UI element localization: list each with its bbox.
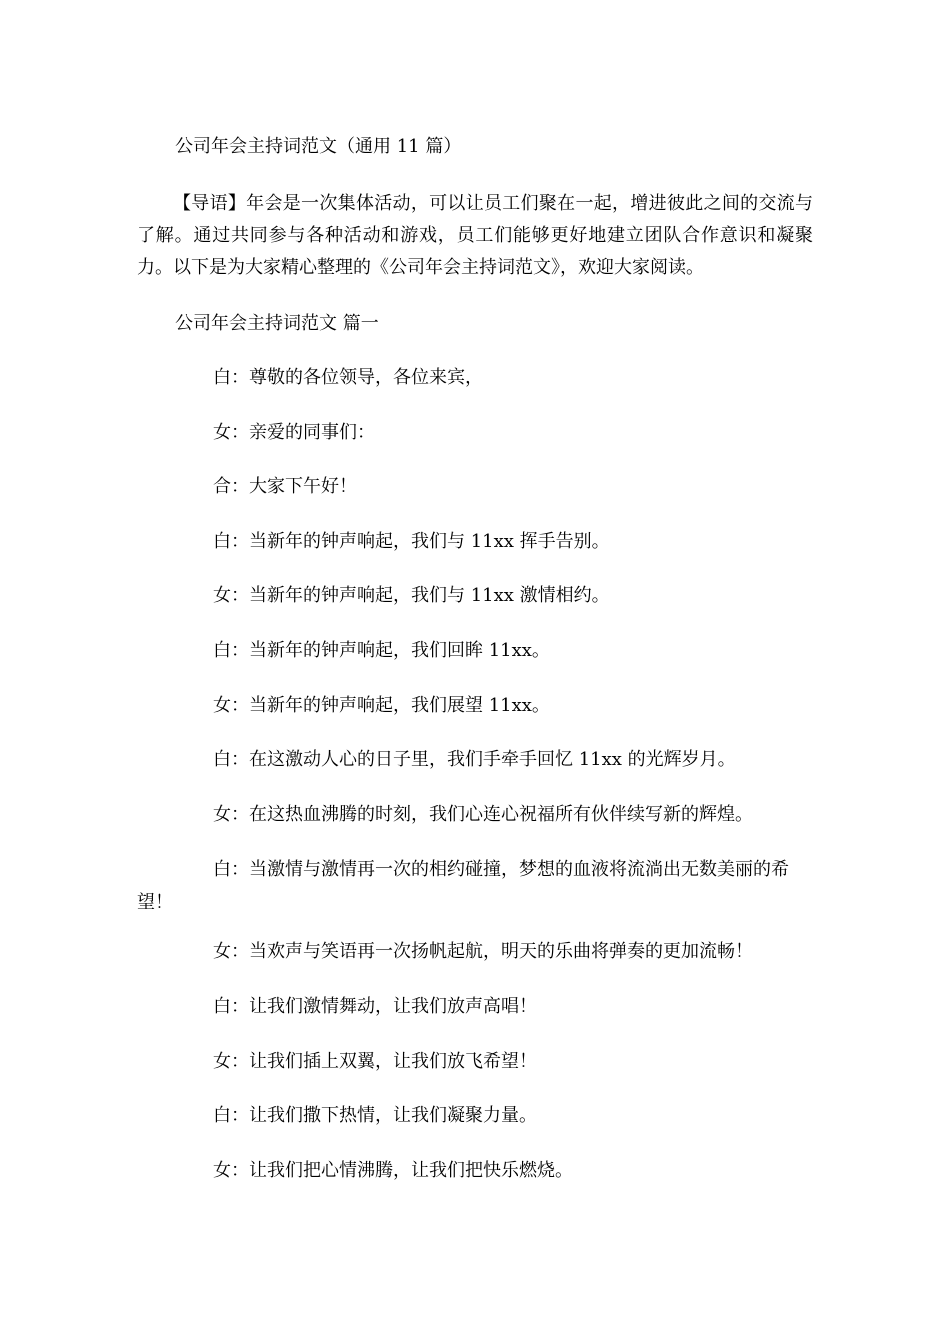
dialogue-text: 当新年的钟声响起，我们回眸 11xx。 [249,639,550,661]
dialogue-line [137,748,813,772]
dialogue-line [137,1104,813,1128]
dialogue-line [137,421,813,445]
dialogue-line [137,694,813,718]
dialogue-line [137,530,813,554]
speaker-label: 女 ： [213,941,249,962]
dialogue-text: 让我们撒下热情，让我们凝聚力量。 [249,1105,537,1127]
dialogue-line [137,995,813,1019]
dialogue-text: 当新年的钟声响起，我们与 11xx 挥手告别。 [249,530,610,552]
dialogue-line [137,475,813,499]
dialogue-text: 在这激动人心的日子里，我们手牵手回忆 11xx 的光辉岁月。 [249,749,736,771]
speaker-label: 合 ： [213,476,249,497]
dialogue-line [137,639,813,663]
dialogue-line [137,940,813,964]
speaker-label: 白 ： [213,1105,249,1126]
dialogue-text: 在这热血沸腾的时刻，我们心连心祝福所有伙伴续写新的辉煌。 [249,803,753,825]
dialogue-text: 亲爱的同事们： [249,421,375,443]
speaker-label: 女 ： [213,804,249,825]
dialogue-line [137,1159,813,1183]
speaker-label: 女 ： [213,585,249,606]
speaker-label: 白 ： [213,859,249,880]
section-title: 公司年会主持词范文 篇一 [175,313,379,334]
dialogue-list [137,366,813,1213]
dialogue-text: 让我们插上双翼，让我们放飞希望！ [249,1050,537,1072]
dialogue-text: 当激情与激情再一次的相约碰撞，梦想的血液将流淌出无数美丽的希望！ [137,859,789,914]
dialogue-text: 大家下午好！ [249,476,357,498]
dialogue-text: 尊敬的各位领导，各位来宾， [249,367,483,388]
document-title: 公司年会主持词范文（通用 11 篇） [175,136,462,157]
speaker-label: 白 ： [213,996,249,1017]
speaker-label: 女 ： [213,695,249,716]
dialogue-line [137,803,813,827]
dialogue-text: 让我们激情舞动，让我们放声高唱！ [249,995,537,1017]
speaker-label: 女 ： [213,422,249,443]
dialogue-text: 让我们把心情沸腾，让我们把快乐燃烧。 [249,1159,573,1181]
intro-paragraph: 【导语】年会是一次集体活动，可以让员工们聚在一起，增进彼此之间的交流与了解。通过共同参与各种活动和游戏，员工们能够更好地建立团队合作意识和凝聚力。以下是为大家精心整理的《公司年会主持词范文》，欢迎大家阅读。 [137,193,813,278]
speaker-label: 白 ： [213,367,249,388]
dialogue-line [137,584,813,608]
speaker-label: 白 ： [213,531,249,552]
speaker-label: 女 ： [213,1160,249,1181]
dialogue-line [137,1050,813,1074]
speaker-label: 白 ： [213,640,249,661]
dialogue-text: 当欢声与笑语再一次扬帆起航，明天的乐曲将弹奏的更加流畅！ [249,941,753,963]
speaker-label: 女 ： [213,1051,249,1072]
speaker-label: 白 ： [213,749,249,770]
dialogue-line [137,366,813,390]
dialogue-text: 当新年的钟声响起，我们与 11xx 激情相约。 [249,585,610,607]
dialogue-text: 当新年的钟声响起，我们展望 11xx。 [249,694,550,716]
dialogue-line [137,853,813,919]
